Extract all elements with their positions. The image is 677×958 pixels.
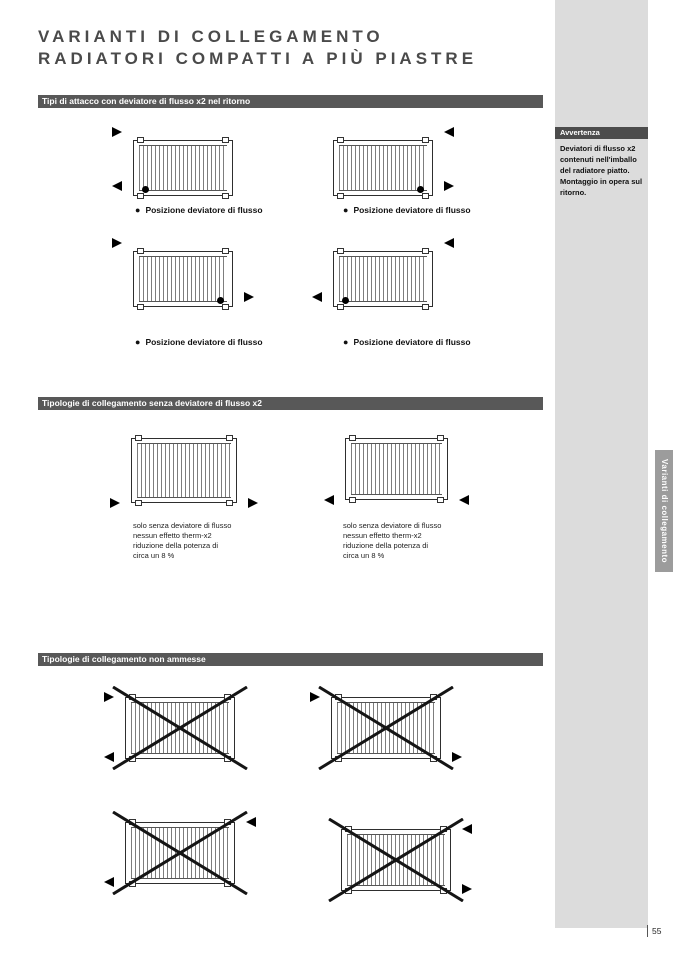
flow-arrow-bottom-left-icon bbox=[312, 292, 322, 302]
radiator-connection-nub bbox=[335, 694, 342, 700]
flow-arrow-top-left-icon bbox=[310, 692, 320, 702]
page-title-line-2: RADIATORI COMPATTI A PIÙ PIASTRE bbox=[38, 49, 478, 68]
no-deviator-caption bbox=[343, 521, 441, 561]
radiator-connection-nub bbox=[422, 193, 429, 199]
radiator-fins bbox=[351, 443, 442, 495]
radiator-connection-nub bbox=[349, 497, 356, 503]
deviator-dot-bullet: ● bbox=[343, 336, 349, 347]
radiator-connection-nub bbox=[430, 756, 437, 762]
radiator-connection-diagram-not-allowed bbox=[341, 829, 451, 891]
flow-arrow-bottom-left-icon bbox=[324, 495, 334, 505]
radiator-connection-nub bbox=[224, 756, 231, 762]
radiator-connection-nub bbox=[437, 497, 444, 503]
page-number: 55 bbox=[647, 925, 661, 937]
radiator-connection-nub bbox=[226, 500, 233, 506]
radiator-fins bbox=[139, 145, 227, 191]
section-header-attacco-deviatore: Tipi di attacco con deviatore di flusso x2 nel ritorno bbox=[38, 95, 543, 108]
radiator-connection-nub bbox=[337, 248, 344, 254]
radiator-connection-nub bbox=[135, 435, 142, 441]
radiator-connection-diagram bbox=[133, 251, 233, 307]
flow-arrow-bottom-right-icon bbox=[452, 752, 462, 762]
no-deviator-caption-line: riduzione della potenza di bbox=[343, 541, 429, 550]
no-deviator-caption-line: nessun effetto therm-x2 bbox=[133, 531, 212, 540]
radiator-connection-nub bbox=[224, 694, 231, 700]
radiator-connection-nub bbox=[129, 756, 136, 762]
page-title-line-1: VARIANTI DI COLLEGAMENTO bbox=[38, 27, 384, 46]
notice-header: Avvertenza bbox=[555, 127, 648, 139]
section-header-senza-deviatore: Tipologie di collegamento senza deviatore di flusso x2 bbox=[38, 397, 543, 410]
radiator-connection-nub bbox=[226, 435, 233, 441]
radiator-connection-diagram-not-allowed bbox=[125, 822, 235, 884]
no-deviator-caption-line: circa un 8 % bbox=[343, 551, 385, 560]
radiator-connection-nub bbox=[422, 248, 429, 254]
no-deviator-caption bbox=[133, 521, 231, 561]
radiator-connection-diagram bbox=[345, 438, 448, 500]
deviator-dot-bullet: ● bbox=[135, 204, 141, 215]
radiator-connection-nub bbox=[440, 888, 447, 894]
radiator-connection-nub bbox=[224, 881, 231, 887]
radiator-graphic bbox=[125, 822, 235, 884]
radiator-connection-nub bbox=[129, 819, 136, 825]
no-deviator-caption-line: circa un 8 % bbox=[133, 551, 175, 560]
radiator-graphic bbox=[345, 438, 448, 500]
radiator-connection-nub bbox=[137, 193, 144, 199]
flow-arrow-top-left-icon bbox=[104, 692, 114, 702]
flow-arrow-top-right-icon bbox=[444, 127, 454, 137]
flow-arrow-top-left-icon bbox=[112, 238, 122, 248]
radiator-graphic bbox=[341, 829, 451, 891]
radiator-connection-nub bbox=[137, 137, 144, 143]
radiator-connection-nub bbox=[440, 826, 447, 832]
no-deviator-caption-line: solo senza deviatore di flusso bbox=[343, 521, 442, 530]
flow-arrow-bottom-left-icon bbox=[104, 752, 114, 762]
radiator-fins bbox=[131, 827, 229, 879]
notice-body: Deviatori di flusso x2 contenuti nell'imballo del radiatore piatto. Montaggio in opera sul ritorno. bbox=[560, 144, 643, 197]
flow-arrow-bottom-right-icon bbox=[244, 292, 254, 302]
deviator-position-caption bbox=[135, 205, 263, 215]
radiator-connection-diagram-not-allowed bbox=[125, 697, 235, 759]
radiator-fins bbox=[347, 834, 445, 886]
no-deviator-caption-line: solo senza deviatore di flusso bbox=[133, 521, 232, 530]
radiator-connection-nub bbox=[437, 435, 444, 441]
radiator-connection-nub bbox=[129, 694, 136, 700]
flow-arrow-top-right-icon bbox=[246, 817, 256, 827]
radiator-connection-diagram bbox=[131, 438, 237, 503]
flow-arrow-bottom-right-icon bbox=[462, 884, 472, 894]
flow-deviator-dot bbox=[142, 186, 149, 193]
radiator-connection-nub bbox=[430, 694, 437, 700]
section-header-non-ammesse: Tipologie di collegamento non ammesse bbox=[38, 653, 543, 666]
flow-deviator-dot bbox=[217, 297, 224, 304]
radiator-connection-nub bbox=[337, 193, 344, 199]
radiator-fins bbox=[337, 702, 435, 754]
flow-arrow-top-left-icon bbox=[112, 127, 122, 137]
flow-arrow-bottom-right-icon bbox=[459, 495, 469, 505]
radiator-connection-nub bbox=[222, 193, 229, 199]
radiator-connection-nub bbox=[422, 304, 429, 310]
radiator-connection-nub bbox=[337, 137, 344, 143]
radiator-fins bbox=[339, 256, 427, 302]
flow-arrow-bottom-left-icon bbox=[110, 498, 120, 508]
flow-deviator-dot bbox=[417, 186, 424, 193]
deviator-dot-bullet: ● bbox=[135, 336, 141, 347]
flow-arrow-top-right-icon bbox=[462, 824, 472, 834]
deviator-position-caption-text: Posizione deviatore di flusso bbox=[145, 205, 263, 215]
radiator-connection-nub bbox=[422, 137, 429, 143]
page-title bbox=[38, 26, 477, 70]
flow-arrow-bottom-left-icon bbox=[104, 877, 114, 887]
radiator-connection-nub bbox=[337, 304, 344, 310]
flow-arrow-bottom-left-icon bbox=[112, 181, 122, 191]
no-deviator-caption-line: riduzione della potenza di bbox=[133, 541, 219, 550]
deviator-position-caption bbox=[343, 337, 471, 347]
radiator-connection-nub bbox=[335, 756, 342, 762]
flow-arrow-bottom-right-icon bbox=[444, 181, 454, 191]
radiator-connection-nub bbox=[224, 819, 231, 825]
radiator-connection-nub bbox=[137, 248, 144, 254]
radiator-connection-nub bbox=[349, 435, 356, 441]
deviator-dot-bullet: ● bbox=[343, 204, 349, 215]
radiator-connection-nub bbox=[135, 500, 142, 506]
radiator-connection-nub bbox=[222, 248, 229, 254]
deviator-position-caption bbox=[135, 337, 263, 347]
flow-arrow-top-right-icon bbox=[444, 238, 454, 248]
section-tab-vertical: Varianti di collegamento bbox=[655, 450, 673, 572]
radiator-connection-nub bbox=[129, 881, 136, 887]
radiator-connection-nub bbox=[345, 826, 352, 832]
radiator-connection-diagram bbox=[133, 140, 233, 196]
radiator-fins bbox=[139, 256, 227, 302]
radiator-graphic bbox=[131, 438, 237, 503]
radiator-connection-nub bbox=[222, 137, 229, 143]
deviator-position-caption-text: Posizione deviatore di flusso bbox=[353, 337, 471, 347]
flow-deviator-dot bbox=[342, 297, 349, 304]
deviator-position-caption-text: Posizione deviatore di flusso bbox=[145, 337, 263, 347]
radiator-connection-diagram bbox=[333, 140, 433, 196]
deviator-position-caption bbox=[343, 205, 471, 215]
radiator-graphic bbox=[331, 697, 441, 759]
radiator-connection-nub bbox=[222, 304, 229, 310]
radiator-connection-diagram bbox=[333, 251, 433, 307]
radiator-connection-diagram-not-allowed bbox=[331, 697, 441, 759]
deviator-position-caption-text: Posizione deviatore di flusso bbox=[353, 205, 471, 215]
radiator-fins bbox=[131, 702, 229, 754]
radiator-graphic bbox=[125, 697, 235, 759]
no-deviator-caption-line: nessun effetto therm-x2 bbox=[343, 531, 422, 540]
radiator-connection-nub bbox=[345, 888, 352, 894]
radiator-fins bbox=[339, 145, 427, 191]
radiator-fins bbox=[137, 443, 231, 498]
radiator-connection-nub bbox=[137, 304, 144, 310]
flow-arrow-bottom-right-icon bbox=[248, 498, 258, 508]
sidebar-strip bbox=[555, 0, 648, 928]
